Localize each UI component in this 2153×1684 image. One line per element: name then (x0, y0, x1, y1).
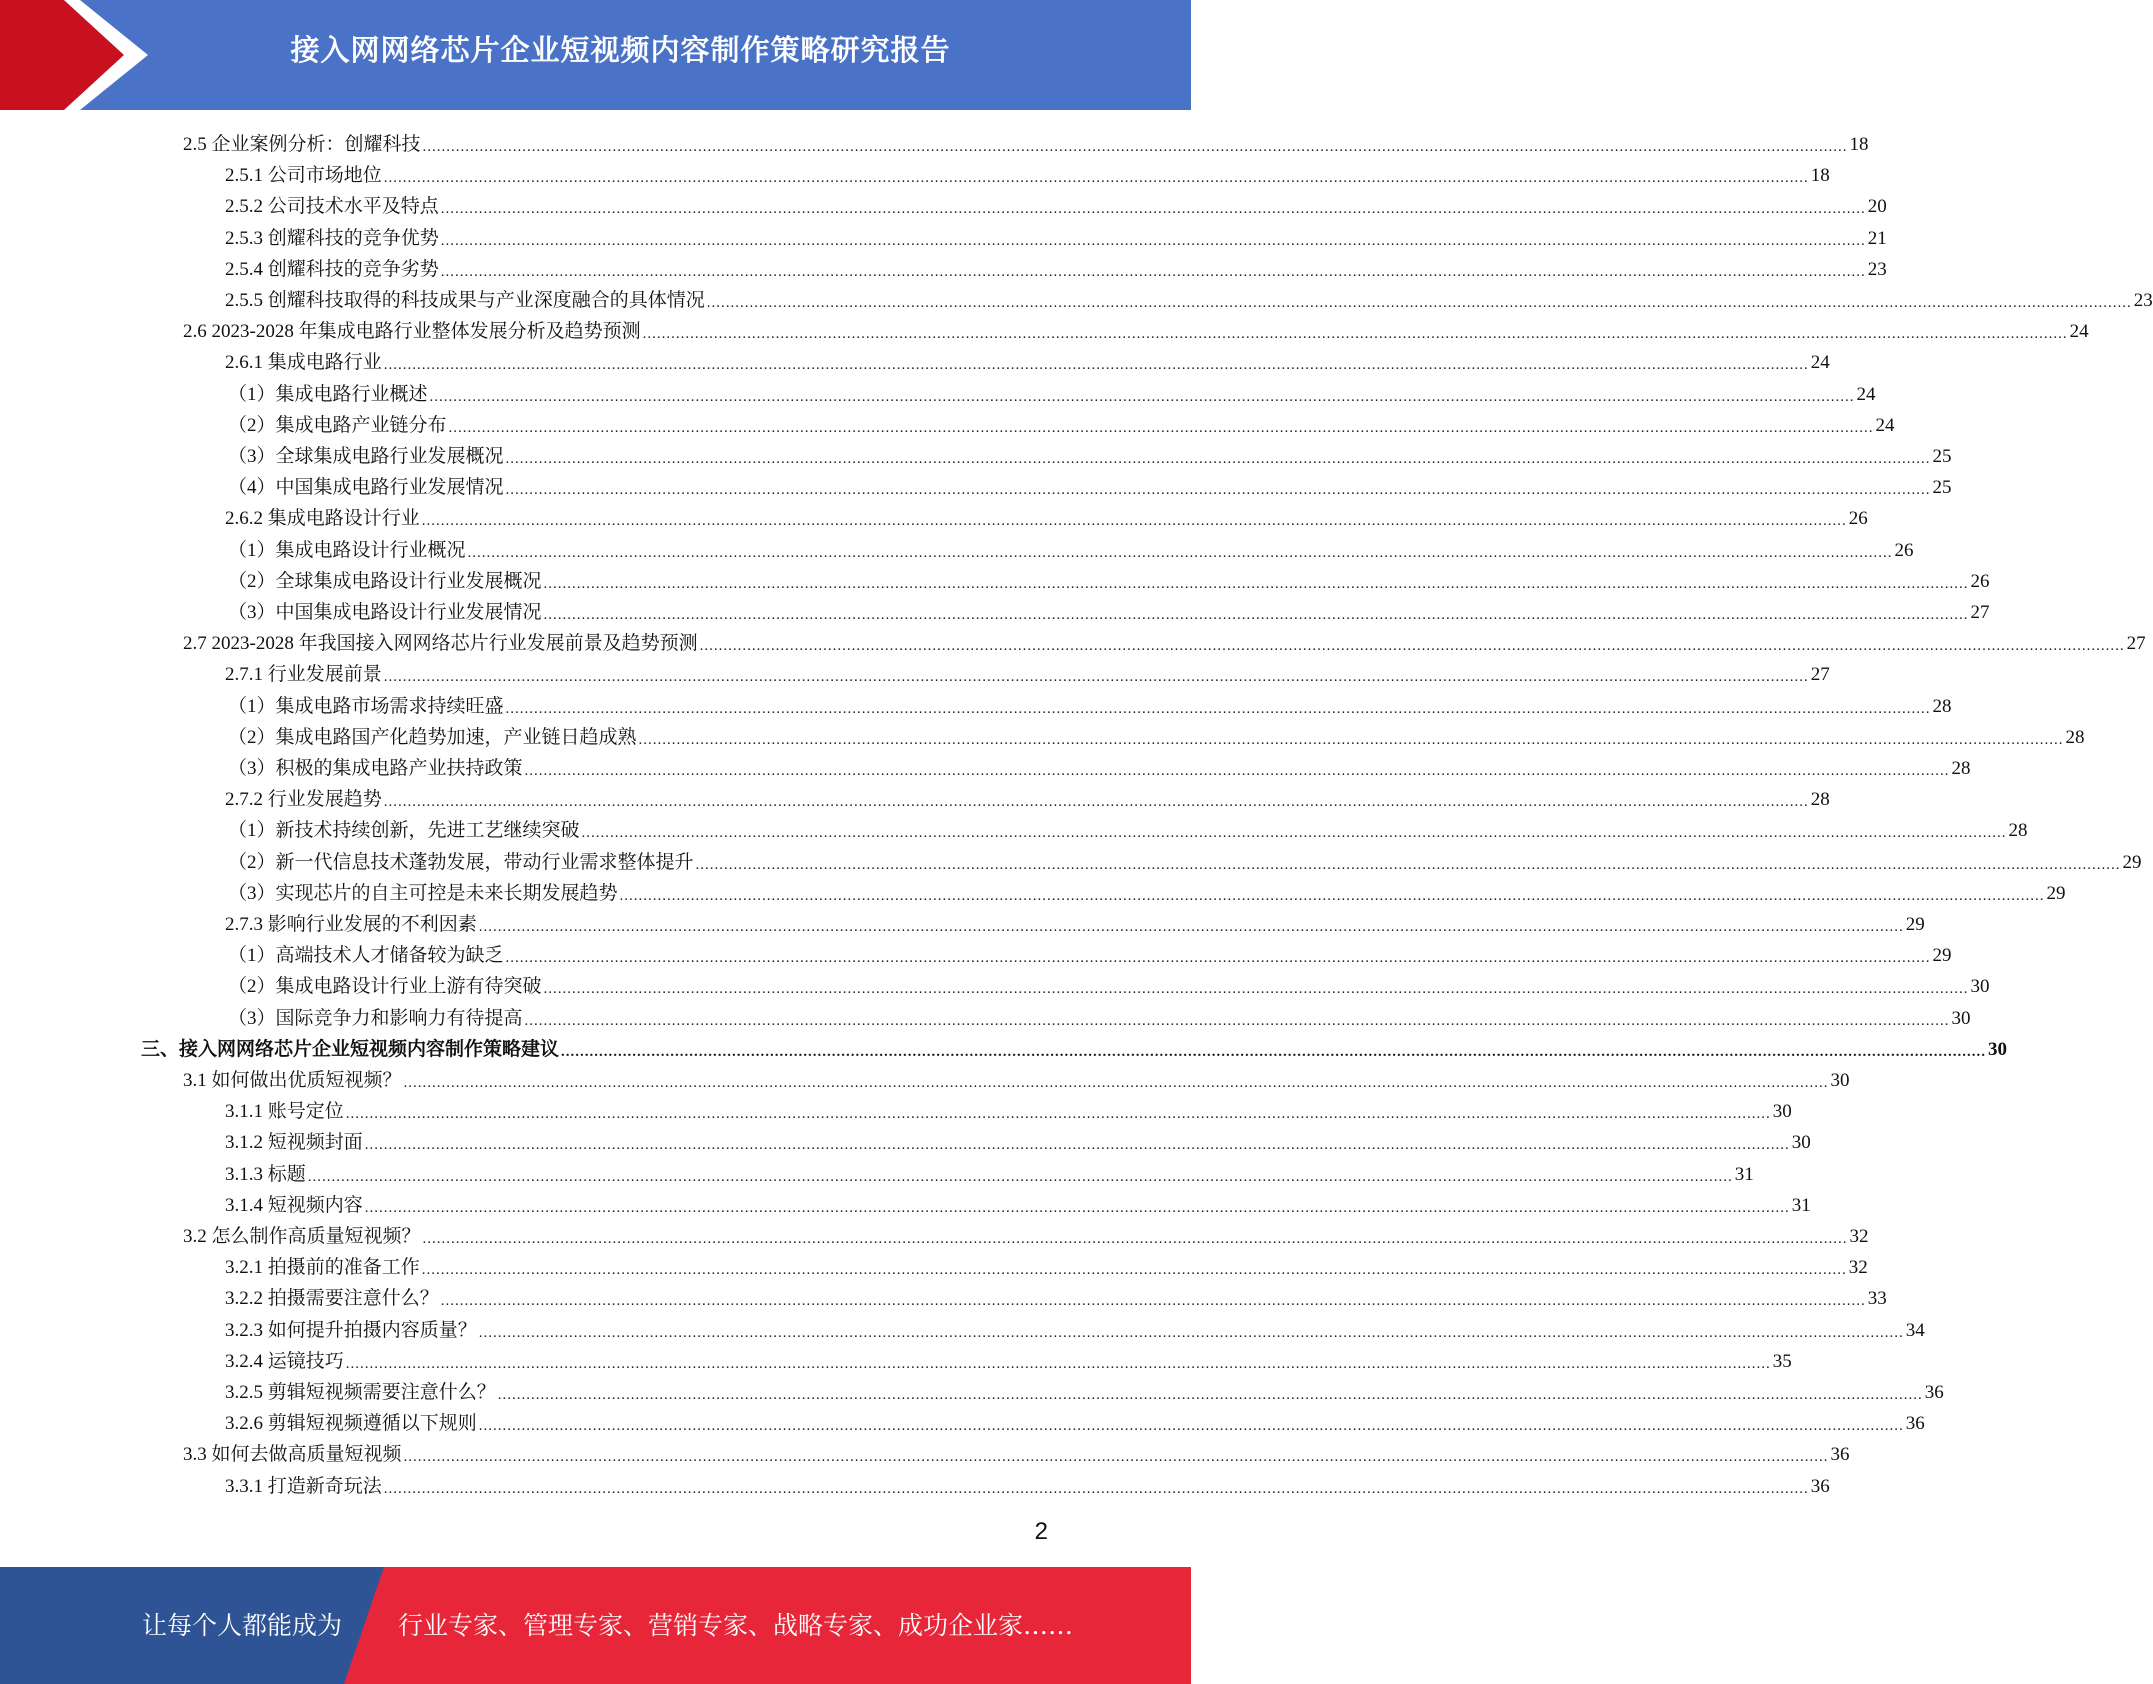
toc-dot-leader: ............................................................................................................................................................................................................................................................................................................ (543, 607, 1969, 623)
toc-entry-page: 18 (1849, 134, 1869, 155)
toc-dot-leader: ............................................................................................................................................................................................................................................................................................................ (467, 544, 1893, 561)
toc-entry[interactable] (225, 188, 1887, 219)
toc-entry-page: 28 (1810, 789, 1830, 811)
toc-entry[interactable] (228, 563, 1990, 594)
toc-entry[interactable] (225, 1156, 1754, 1187)
toc-dot-leader: ............................................................................................................................................................................................................................................................................................................ (364, 1137, 1790, 1154)
toc-entry-label: （1）高端技术人才储备较为缺乏 (228, 945, 504, 967)
toc-entry-page: 36 (1830, 1444, 1850, 1466)
toc-dot-leader: ............................................................................................................................................................................................................................................................................................................ (403, 1075, 1829, 1091)
toc-dot-leader: ............................................................................................................................................................................................................................................................................................................ (543, 981, 1969, 998)
toc-entry[interactable] (225, 906, 1925, 937)
toc-dot-leader: ............................................................................................................................................................................................................................................................................................................ (524, 763, 1950, 779)
toc-dot-leader: ............................................................................................................................................................................................................................................................................................................ (638, 731, 2064, 748)
toc-entry-label: （3）实现芯片的自主可控是未来长期发展趋势 (228, 882, 618, 904)
toc-entry-page: 28 (2008, 820, 2028, 842)
toc-dot-leader: ............................................................................................................................................................................................................................................................................................................ (383, 669, 1809, 686)
toc-entry-page: 23 (1867, 258, 1887, 280)
toc-entry[interactable] (225, 1280, 1887, 1311)
toc-entry-label: 三、接入网网络芯片企业短视频内容制作策略建议 (141, 1038, 560, 1060)
toc-dot-leader: ............................................................................................................................................................................................................................................................................................................ (345, 1355, 1771, 1372)
toc-entry-label: 3.1.3 标题 (225, 1163, 306, 1185)
toc-entry-label: 3.2.2 拍摄需要注意什么？ (225, 1288, 439, 1310)
toc-dot-leader: ............................................................................................................................................................................................................................................................................................................ (695, 856, 2121, 873)
toc-dot-leader: ............................................................................................................................................................................................................................................................................................................ (619, 887, 2045, 904)
toc-entry-label: 2.5.1 公司市场地位 (225, 165, 382, 187)
toc-entry-label: 2.5.3 创耀科技的竞争优势 (225, 227, 439, 249)
toc-entry-page: 31 (1734, 1163, 1754, 1185)
toc-entry-page: 28 (1932, 695, 1952, 717)
toc-entry-label: 3.2.1 拍摄前的准备工作 (225, 1257, 420, 1279)
page-header (0, 0, 1191, 110)
toc-entry[interactable] (228, 438, 1952, 469)
toc-entry-label: 3.1.4 短视频内容 (225, 1194, 363, 1216)
toc-entry-label: 2.7 2023-2028 年我国接入网网络芯片行业发展前景及趋势预测 (183, 633, 698, 655)
toc-dot-leader: ............................................................................................................................................................................................................................................................................................................ (699, 638, 2125, 655)
toc-entry-label: 3.1.1 账号定位 (225, 1101, 344, 1123)
toc-entry-page: 31 (1791, 1194, 1811, 1216)
toc-entry[interactable] (228, 812, 2028, 843)
toc-entry[interactable] (183, 1436, 1850, 1467)
toc-entry-page: 24 (1875, 414, 1895, 436)
toc-entry-label: 3.2.4 运镜技巧 (225, 1350, 344, 1372)
toc-entry-label: 3.3.1 打造新奇玩法 (225, 1475, 382, 1497)
toc-entry[interactable] (228, 937, 1952, 968)
toc-entry[interactable] (228, 1000, 1971, 1031)
toc-dot-leader: ............................................................................................................................................................................................................................................................................................................ (383, 170, 1809, 187)
toc-entry-page: 21 (1867, 227, 1887, 249)
toc-entry-label: 2.7.1 行业发展前景 (225, 664, 382, 686)
toc-entry-label: （1）新技术持续创新，先进工艺继续突破 (228, 820, 580, 842)
toc-dot-leader: ............................................................................................................................................................................................................................................................................................................ (421, 1262, 1847, 1279)
toc-entry-label: （2）集成电路产业链分布 (228, 414, 447, 436)
toc-entry-label: 3.1 如何做出优质短视频？ (183, 1070, 402, 1091)
toc-entry-page: 32 (1848, 1257, 1868, 1279)
toc-dot-leader: ............................................................................................................................................................................................................................................................................................................ (383, 794, 1809, 811)
toc-entry-page: 24 (1810, 352, 1830, 374)
toc-entry-page: 34 (1905, 1319, 1925, 1341)
toc-entry[interactable] (228, 594, 1990, 625)
toc-entry[interactable] (183, 1062, 1850, 1093)
toc-dot-leader: ............................................................................................................................................................................................................................................................................................................ (642, 326, 2068, 343)
toc-entry-page: 36 (1924, 1382, 1944, 1403)
toc-entry[interactable] (183, 1218, 1869, 1249)
toc-entry-page: 29 (1905, 914, 1925, 935)
toc-entry-label: 2.5.5 创耀科技取得的科技成果与产业深度融合的具体情况 (225, 290, 705, 311)
toc-dot-leader: ............................................................................................................................................................................................................................................................................................................ (505, 482, 1931, 499)
toc-dot-leader: ............................................................................................................................................................................................................................................................................................................ (505, 950, 1931, 967)
toc-entry-page: 26 (1894, 539, 1914, 561)
toc-entry-page: 27 (2126, 633, 2146, 655)
toc-entry-label: 2.7.2 行业发展趋势 (225, 789, 382, 811)
toc-entry-label: 2.6.1 集成电路行业 (225, 352, 382, 374)
toc-entry-label: （4）中国集成电路行业发展情况 (228, 477, 504, 499)
toc-entry-label: 3.2.5 剪辑短视频需要注意什么？ (225, 1382, 496, 1403)
toc-dot-leader: ............................................................................................................................................................................................................................................................................................................ (429, 388, 1855, 405)
toc-entry-page: 30 (1791, 1132, 1811, 1154)
toc-entry[interactable] (228, 875, 2066, 906)
toc-dot-leader: ............................................................................................................................................................................................................................................................................................................ (448, 419, 1874, 436)
toc-dot-leader: ............................................................................................................................................................................................................................................................................................................ (440, 232, 1866, 249)
toc-entry[interactable] (225, 656, 1830, 687)
toc-entry[interactable] (228, 968, 1990, 999)
toc-entry-label: 3.2.6 剪辑短视频遵循以下规则 (225, 1413, 477, 1435)
toc-entry[interactable] (225, 1374, 1944, 1405)
toc-entry[interactable] (228, 719, 2085, 750)
toc-entry[interactable] (228, 532, 1914, 563)
toc-entry-label: （1）集成电路市场需求持续旺盛 (228, 695, 504, 717)
toc-entry-label: 2.5.2 公司技术水平及特点 (225, 196, 439, 218)
toc-entry[interactable] (228, 844, 2142, 875)
toc-entry-page: 30 (1988, 1038, 2008, 1060)
toc-entry-label: 2.5.4 创耀科技的竞争劣势 (225, 258, 439, 280)
toc-dot-leader: ............................................................................................................................................................................................................................................................................................................ (478, 1324, 1904, 1341)
toc-entry-label: 3.1.2 短视频封面 (225, 1132, 363, 1154)
toc-entry-page: 28 (2065, 726, 2085, 748)
toc-dot-leader: ............................................................................................................................................................................................................................................................................................................ (364, 1199, 1790, 1216)
toc-entry-page: 20 (1867, 196, 1887, 218)
toc-entry-page: 33 (1867, 1288, 1887, 1310)
toc-entry-label: （3）中国集成电路设计行业发展情况 (228, 602, 542, 623)
toc-entry[interactable] (228, 750, 1971, 781)
toc-entry[interactable] (228, 407, 1895, 438)
toc-dot-leader: ............................................................................................................................................................................................................................................................................................................ (524, 1012, 1950, 1029)
toc-entry[interactable] (228, 376, 1876, 407)
toc-entry-label: 3.2 怎么制作高质量短视频？ (183, 1226, 421, 1247)
toc-entry-label: 2.6 2023-2028 年集成电路行业整体发展分析及趋势预测 (183, 321, 641, 343)
toc-entry-page: 23 (2133, 290, 2153, 311)
toc-entry-page: 26 (1848, 508, 1868, 530)
toc-entry-label: 3.2.3 如何提升拍摄内容质量？ (225, 1319, 477, 1341)
toc-entry-label: （2）集成电路国产化趋势加速，产业链日趋成熟 (228, 726, 637, 748)
toc-entry-page: 29 (1932, 945, 1952, 967)
toc-entry[interactable] (225, 344, 1830, 375)
toc-dot-leader: ............................................................................................................................................................................................................................................................................................................ (440, 1293, 1866, 1310)
page-footer (0, 1567, 1191, 1684)
toc-entry-label: （2）新一代信息技术蓬勃发展，带动行业需求整体提升 (228, 851, 694, 873)
header-title: 接入网网络芯片企业短视频内容制作策略研究报告 (290, 33, 951, 67)
toc-dot-leader: ............................................................................................................................................................................................................................................................................................................ (345, 1106, 1771, 1123)
toc-dot-leader: ............................................................................................................................................................................................................................................................................................................ (307, 1168, 1733, 1185)
toc-entry-page: 35 (1772, 1350, 1792, 1372)
toc-entry[interactable] (225, 282, 2153, 313)
toc-entry[interactable] (228, 688, 1952, 719)
toc-entry-page: 36 (1810, 1475, 1830, 1497)
toc-entry-page: 32 (1849, 1226, 1869, 1247)
toc-dot-leader: ............................................................................................................................................................................................................................................................................................................ (497, 1387, 1923, 1403)
toc-dot-leader: ............................................................................................................................................................................................................................................................................................................ (383, 357, 1809, 374)
toc-dot-leader: ............................................................................................................................................................................................................................................................................................................ (383, 1480, 1809, 1497)
toc-entry[interactable] (225, 1249, 1868, 1280)
toc-entry-label: （1）集成电路设计行业概况 (228, 539, 466, 561)
toc-dot-leader: ............................................................................................................................................................................................................................................................................................................ (478, 1418, 1904, 1435)
toc-entry-page: 30 (1951, 1007, 1971, 1029)
toc-entry[interactable] (225, 1124, 1811, 1155)
toc-entry-label: （3）全球集成电路行业发展概况 (228, 446, 504, 467)
toc-dot-leader: ............................................................................................................................................................................................................................................................................................................ (422, 139, 1848, 155)
toc-entry[interactable] (225, 1093, 1792, 1124)
toc-dot-leader: ............................................................................................................................................................................................................................................................................................................ (440, 263, 1866, 280)
toc-entry[interactable] (225, 157, 1830, 188)
toc-entry[interactable] (225, 1405, 1925, 1436)
toc-entry-page: 30 (1830, 1070, 1850, 1091)
toc-entry[interactable] (225, 1343, 1792, 1374)
toc-entry-page: 30 (1772, 1101, 1792, 1123)
toc-entry[interactable] (225, 251, 1887, 282)
toc-dot-leader: ............................................................................................................................................................................................................................................................................................................ (422, 1231, 1848, 1247)
toc-entry-label: 3.3 如何去做高质量短视频 (183, 1444, 402, 1466)
toc-entry[interactable] (225, 1468, 1830, 1499)
toc-entry-page: 36 (1905, 1413, 1925, 1435)
toc-dot-leader: ............................................................................................................................................................................................................................................................................................................ (706, 295, 2132, 311)
toc-dot-leader: ............................................................................................................................................................................................................................................................................................................ (543, 575, 1969, 592)
toc-entry-label: （3）国际竞争力和影响力有待提高 (228, 1007, 523, 1029)
toc-entry[interactable] (183, 625, 2146, 656)
toc-entry[interactable] (225, 1187, 1811, 1218)
toc-dot-leader: ............................................................................................................................................................................................................................................................................................................ (561, 1043, 1987, 1060)
footer-slogan-left: 让每个人都能成为 (142, 1611, 343, 1640)
footer-slogan-right: 行业专家、管理专家、营销专家、战略专家、成功企业家…… (398, 1611, 1074, 1640)
toc-entry-page: 28 (1951, 758, 1971, 779)
toc-entry-page: 25 (1932, 446, 1952, 467)
toc-entry-page: 26 (1970, 570, 1990, 592)
toc-entry-label: 2.7.3 影响行业发展的不利因素 (225, 914, 477, 935)
toc-entry[interactable] (141, 1031, 2008, 1062)
toc-entry[interactable] (228, 469, 1952, 500)
toc-entry-page: 18 (1810, 165, 1830, 187)
toc-entry-label: 2.5 企业案例分析：创耀科技 (183, 134, 421, 155)
toc-entry-page: 24 (1856, 383, 1876, 405)
toc-entry[interactable] (183, 313, 2089, 344)
toc-entry-page: 27 (1970, 602, 1990, 623)
toc-entry[interactable] (225, 220, 1887, 251)
toc-entry[interactable] (183, 126, 1869, 157)
toc-entry[interactable] (225, 781, 1830, 812)
toc-entry-page: 29 (2046, 882, 2066, 904)
toc-entry-label: （2）集成电路设计行业上游有待突破 (228, 976, 542, 998)
toc-entry[interactable] (225, 500, 1868, 531)
toc-dot-leader: ............................................................................................................................................................................................................................................................................................................ (440, 201, 1866, 218)
toc-entry-label: （2）全球集成电路设计行业发展概况 (228, 570, 542, 592)
toc-dot-leader: ............................................................................................................................................................................................................................................................................................................ (478, 919, 1904, 935)
toc-dot-leader: ............................................................................................................................................................................................................................................................................................................ (581, 825, 2007, 842)
toc-dot-leader: ............................................................................................................................................................................................................................................................................................................ (505, 700, 1931, 717)
toc-entry-label: 2.6.2 集成电路设计行业 (225, 508, 420, 530)
toc-entry-page: 29 (2122, 851, 2142, 873)
toc-dot-leader: ............................................................................................................................................................................................................................................................................................................ (421, 513, 1847, 530)
toc-entry-label: （1）集成电路行业概述 (228, 383, 428, 405)
page-number: 2 (1034, 1518, 1048, 1545)
toc-entry-page: 24 (2069, 321, 2089, 343)
toc-entry-page: 27 (1810, 664, 1830, 686)
toc-dot-leader: ............................................................................................................................................................................................................................................................................................................ (403, 1449, 1829, 1466)
toc-entry-page: 25 (1932, 477, 1952, 499)
toc-entry-label: （3）积极的集成电路产业扶持政策 (228, 758, 523, 779)
toc-dot-leader: ............................................................................................................................................................................................................................................................................................................ (505, 451, 1931, 467)
toc-entry-page: 30 (1970, 976, 1990, 998)
toc-entry[interactable] (225, 1312, 1925, 1343)
